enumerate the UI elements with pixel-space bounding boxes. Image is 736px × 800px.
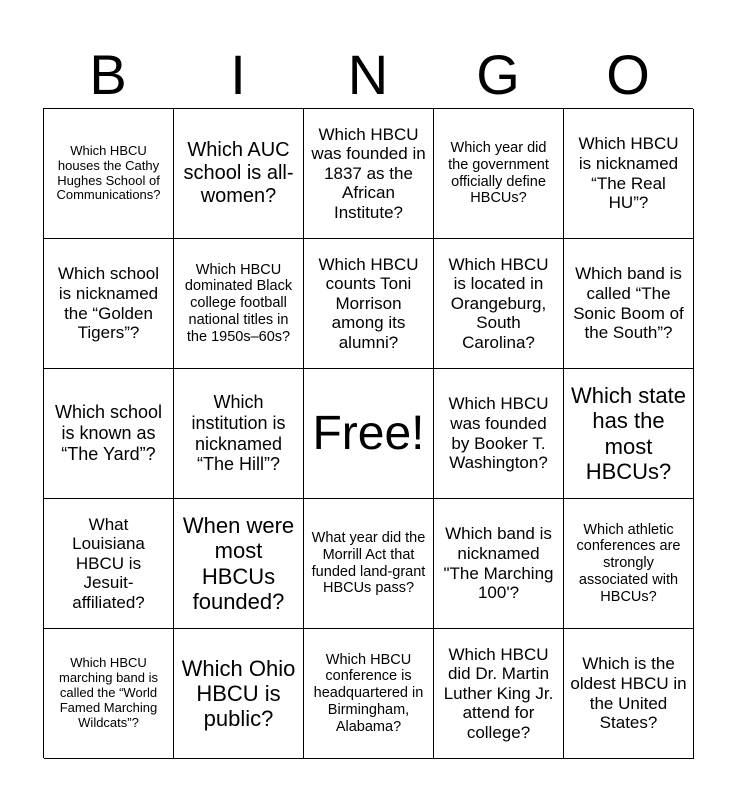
bingo-cell-r2c4[interactable]: Which HBCU is located in Orangeburg, South Carolina? [434, 239, 564, 369]
bingo-cell-r4c3[interactable]: What year did the Morrill Act that funded land-grant HBCUs pass? [304, 499, 434, 629]
bingo-cell-r1c2[interactable]: Which AUC school is all-women? [174, 109, 304, 239]
bingo-cell-r2c2[interactable]: Which HBCU dominated Black college football national titles in the 1950s–60s? [174, 239, 304, 369]
bingo-cell-r3c4[interactable]: Which HBCU was founded by Booker T. Washington? [434, 369, 564, 499]
bingo-cell-r2c5[interactable]: Which band is called “The Sonic Boom of the South”? [564, 239, 694, 369]
bingo-cell-r5c4[interactable]: Which HBCU did Dr. Martin Luther King Jr. attend for college? [434, 629, 564, 759]
bingo-cell-r5c5[interactable]: Which is the oldest HBCU in the United States? [564, 629, 694, 759]
bingo-cell-r1c4[interactable]: Which year did the government officially define HBCUs? [434, 109, 564, 239]
bingo-cell-r3c2[interactable]: Which institution is nicknamed “The Hill”? [174, 369, 304, 499]
header-letter-n: N [347, 43, 389, 106]
bingo-grid [43, 108, 693, 758]
bingo-cell-free[interactable]: Free! [304, 369, 434, 499]
header-letter-g: G [476, 43, 520, 106]
bingo-cell-r2c1[interactable]: Which school is nicknamed the “Golden Tigers”? [44, 239, 174, 369]
bingo-cell-r5c3[interactable]: Which HBCU conference is headquartered in Birmingham, Alabama? [304, 629, 434, 759]
bingo-cell-r3c1[interactable]: Which school is known as “The Yard”? [44, 369, 174, 499]
bingo-cell-r2c3[interactable]: Which HBCU counts Toni Morrison among its alumni? [304, 239, 434, 369]
bingo-cell-r1c5[interactable]: Which HBCU is nicknamed “The Real HU”? [564, 109, 694, 239]
header-letter-i: I [230, 43, 246, 106]
header-letter-b: B [89, 43, 127, 106]
bingo-cell-r5c1[interactable]: Which HBCU marching band is called the “World Famed Marching Wildcats”? [44, 629, 174, 759]
bingo-cell-r4c5[interactable]: Which athletic conferences are strongly associated with HBCUs? [564, 499, 694, 629]
bingo-cell-r5c2[interactable]: Which Ohio HBCU is public? [174, 629, 304, 759]
bingo-cell-r4c1[interactable]: What Louisiana HBCU is Jesuit-affiliated? [44, 499, 174, 629]
bingo-cell-r4c4[interactable]: Which band is nicknamed "The Marching 100'? [434, 499, 564, 629]
bingo-cell-r3c5[interactable]: Which state has the most HBCUs? [564, 369, 694, 499]
bingo-header [43, 42, 693, 108]
bingo-cell-r4c2[interactable]: When were most HBCUs founded? [174, 499, 304, 629]
header-letter-o: O [606, 43, 650, 106]
bingo-cell-r1c3[interactable]: Which HBCU was founded in 1837 as the African Institute? [304, 109, 434, 239]
bingo-cell-r1c1[interactable]: Which HBCU houses the Cathy Hughes School of Communications? [44, 109, 174, 239]
